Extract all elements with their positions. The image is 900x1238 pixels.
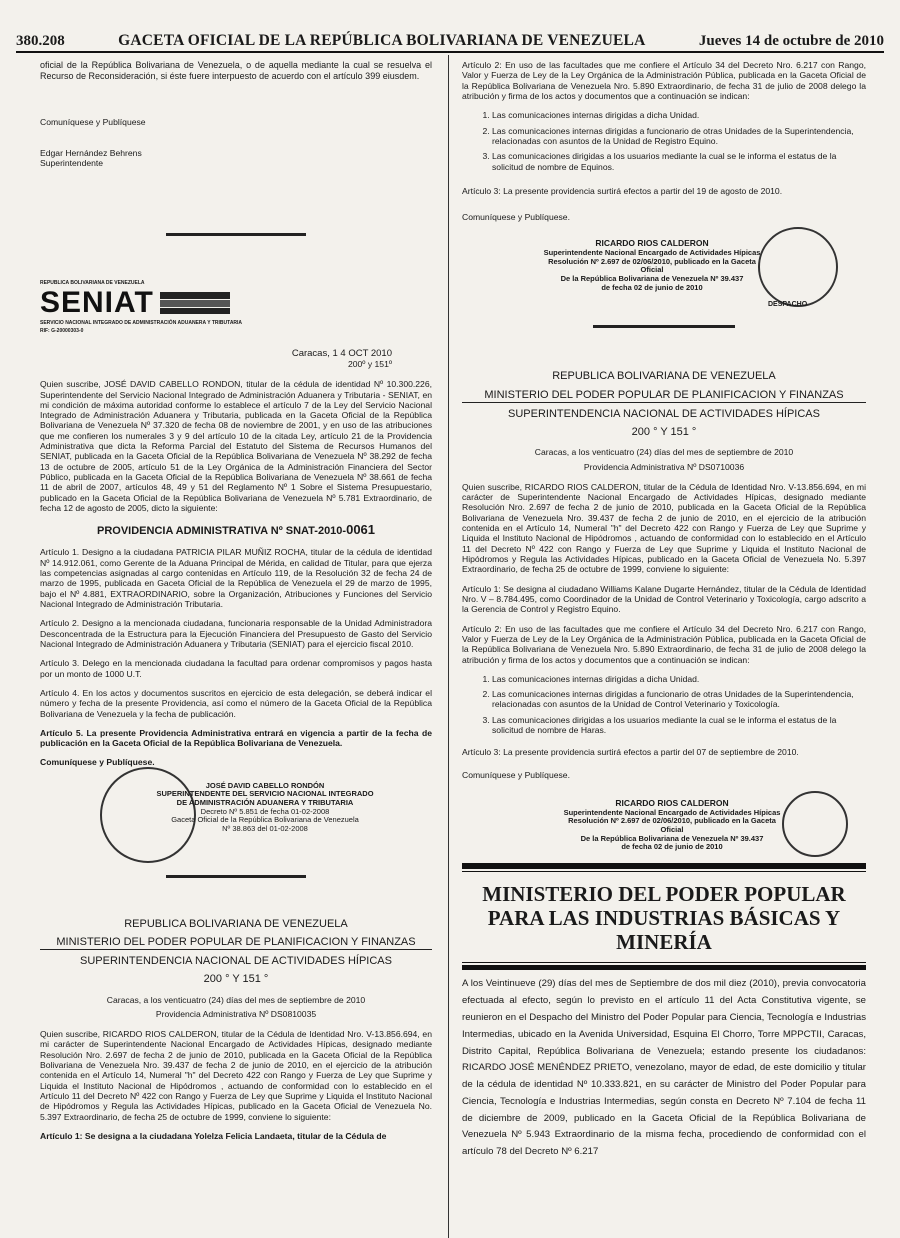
hipicas-body: Quien suscribe, RICARDO RIOS CALDERON, titular de la Cédula de Identidad Nro. V-13.856.694, en mi carácter de Superintendente Nacional Encargado de Actividades Hípicas, designado mediante Resolución Nro. 2.697 de fecha 2 de junio de 2010, publicada en la Gaceta Oficial de la República Bolivariana de Venezuela Nro. 39.437 de fecha 2 de junio de 2010, en el ejercicio de la atribución contenida en el Artículo 14, Numeral "h" del Decreto 422 con Rango y Fuerza de Ley que Suprime y Liquida el Instituto Nacional de Hipódromos , actuando de conformidad con lo establecido en el Artículo 11 del Decreto Nº 422 con Rango y Fuerza de Ley que Suprime y Liquida el Instituto Nacional de Hipódromos y Regula las Actividades Hípicas, publicado en la Gaceta Oficial de Venezuela No. 5.397 Extraordinario, de fecha 25 de octubre de 1999, conviene lo siguiente:	[40, 1029, 432, 1122]
list-item: 1. Las comunicaciones internas dirigidas a dicha Unidad.	[492, 110, 866, 120]
right-comuniquese: Comuníquese y Publíquese.	[462, 769, 570, 780]
list-item: 2. Las comunicaciones internas dirigidas a funcionario de otras Unidades de la Superintendencia, relacionadas con asuntos de la Unidad de Registro Equino.	[492, 126, 866, 147]
right-article-3a: Artículo 3: La presente providencia surtirá efectos a partir del 19 de agosto de 2010.	[462, 185, 783, 196]
heading-providencia: Providencia Administrativa Nº DS0710036	[583, 461, 745, 472]
seniat-wordmark: SENIAT	[40, 285, 154, 319]
sig-line: Resolución Nº 2.697 de 02/06/2010, publicado en la Gaceta Oficial	[568, 816, 776, 835]
header-rule	[16, 51, 884, 53]
column-divider	[448, 55, 449, 1238]
sig-line: RICARDO RIOS CALDERON	[615, 798, 729, 808]
providencia-label: PROVIDENCIA ADMINISTRATIVA Nº SNAT-2010-	[96, 525, 347, 538]
right-body: Quien suscribe, RICARDO RIOS CALDERON, titular de la Cédula de Identidad Nro. V-13.856.694, en mi carácter de Superintendente Nacional Encargado de Actividades Hípicas, designado mediante Resolución Nro. 2.697 de fecha 2 de junio de 2010, publicada en la Gaceta Oficial de la República Bolivariana de Venezuela Nro. 39.437 de fecha 2 de junio de 2010, en el ejercicio de la atribución contenida en el Artículo 14, Numeral "h" del Decreto 422 con Rango y Fuerza de Ley que Suprime y Liquida el Instituto Nacional de Hipódromos , actuando de conformidad con lo establecido en el Artículo 11 del Decreto Nº 422 con Rango y Fuerza de Ley que Suprime y Liquida el Instituto Nacional de Hipódromos y Regula las Actividades Hípicas, publicado en la Gaceta Oficial de Venezuela No. 5.397 Extraordinario, de fecha 25 de octubre de 1999, conviene lo siguiente:	[462, 481, 866, 575]
heading-republica: REPUBLICA BOLIVARIANA DE VENEZUELA	[124, 917, 348, 930]
sig-line: Decreto Nº 5.851 de fecha 01-02-2008	[200, 806, 330, 816]
page-header	[16, 26, 884, 50]
seniat-logo	[40, 280, 432, 334]
comuniquese-text-2: Comuníquese y Publíquese.	[40, 757, 155, 768]
gazette-title: GACETA OFICIAL DE LA REPÚBLICA BOLIVARIANA DE VENEZUELA	[118, 32, 646, 49]
signer-title: Superintendente	[40, 158, 104, 169]
seniat-subtitle: SERVICIO NACIONAL INTEGRADO DE ADMINISTRACIÓN ADUANERA Y TRIBUTARIA	[40, 319, 243, 326]
sig-line: Gaceta Oficial de la República Bolivariana de Venezuela	[171, 815, 359, 825]
list-item: 3. Las comunicaciones dirigidas a los usuarios mediante la cual se le informa el estatus de la solicitud de nombre de Haras.	[492, 715, 866, 736]
sig-line: DE ADMINISTRACIÓN ADUANERA Y TRIBUTARIA	[176, 798, 354, 808]
sig-line: Resolución Nº 2.697 de 02/06/2010, publicado en la Gaceta Oficial	[548, 256, 756, 275]
article-3: Artículo 3. Delego en la mencionada ciudadana la facultad para ordenar compromisos y pagos hasta por un monto de 1000 U.T.	[40, 658, 432, 679]
left-column	[40, 60, 432, 1150]
hipicas-heading	[40, 918, 432, 1019]
list-a	[462, 110, 866, 172]
heading-years: 200 ° Y 151 °	[203, 973, 269, 986]
hipicas-article-1: Artículo 1: Se designa a la ciudadana Yolelza Felicia Landaeta, titular de la Cédula de	[40, 1130, 387, 1141]
section-separator	[166, 233, 306, 236]
rios-signature-block-1	[462, 231, 866, 319]
ministry-section-rule	[462, 863, 866, 872]
heading-date: Caracas, a los venticuatro (24) días del mes de septiembre de 2010	[106, 994, 366, 1005]
right-article-3: Artículo 3: La presente providencia surtirá efectos a partir del 07 de septiembre de 2010.	[462, 747, 799, 758]
sig-line: De la República Bolivariana de Venezuela Nº 39.437	[560, 274, 744, 284]
right-hipicas-heading	[462, 370, 866, 471]
list-item: 1. Las comunicaciones internas dirigidas a dicha Unidad.	[492, 674, 866, 684]
sig-line: De la República Bolivariana de Venezuela Nº 39.437	[580, 833, 764, 843]
ministry-title: MINISTERIO DEL PODER POPULAR PARA LAS INDUSTRIAS BÁSICAS Y MINERÍA	[482, 882, 846, 955]
providencia-number: 0061	[346, 522, 376, 538]
sig-line: JOSÉ DAVID CABELLO RONDÓN	[205, 780, 325, 790]
sig-line: RICARDO RIOS CALDERON	[595, 238, 709, 249]
article-1: Artículo 1. Designo a la ciudadana PATRICIA PILAR MUÑIZ ROCHA, titular de la cédula de identidad Nº 14.912.061, como Gerente de la Aduana Principal de Mérida, en calidad de Titular, para que ejerza las competencias asignadas al cargo contenidas en Artículo 119, de la Resolución 32 de fecha 24 de marzo de 1995, publicada en Gaceta Oficial de la República de Venezuela el 29 de marzo de 1995, bajo el Nº 4.881, EXTRAORDINARIO, sobre la Organización, Atribuciones y Funciones del Servicio Nacional Integrado de Administración Tributaria.	[40, 547, 432, 610]
list-item: 2. Las comunicaciones internas dirigidas a funcionario de otras Unidades de la Superintendencia, relacionadas con asuntos de la Unidad de Control Veterinario y Toxicología.	[492, 689, 866, 710]
article-4: Artículo 4. En los actos y documentos suscritos en ejercicio de esta delegación, se deberá indicar el número y fecha de la presente Providencia, así como el número de la Gaceta Oficial de la República Bolivariana de Venezuela y la fecha de publicación.	[40, 687, 432, 719]
heading-years: 200 ° Y 151 °	[631, 426, 697, 438]
seniat-signature-block	[40, 777, 432, 867]
comuniquese-text: Comuníquese y Publíquese	[40, 116, 146, 127]
right-article-2: Artículo 2: En uso de las facultades que me confiere el Artículo 34 del Decreto Nro. 6.217 con Rango, Valor y Fuerza de Ley de la Ley Orgánica de la Administración Pública, publicada en la Gaceta Oficial de la República Bolivariana de Venezuela Nro. 5.890 Extraordinario, de fecha 31 de julio de 2008 delego la atribución y firma de los actos y documentos que a continuación se indican:	[462, 623, 866, 665]
sig-line: Nº 38.863 del 01-02-2008	[222, 823, 308, 833]
rios-signature-lines	[542, 239, 762, 292]
heading-ministerio: MINISTERIO DEL PODER POPULAR DE PLANIFICACION Y FINANZAS	[462, 389, 866, 403]
heading-republica: REPUBLICA BOLIVARIANA DE VENEZUELA	[552, 370, 776, 383]
rios-signature-block-2	[462, 789, 866, 859]
ministry-body: A los Veintinueve (29) días del mes de Septiembre de dos mil diez (2010), previa convocatoria efectuada al efecto, según lo previsto en el artículo 11 del Acta Constitutiva vigente, se reunieron en el Despacho del Ministro del Poder Popular para Ciencia, Tecnología e Industrias Intermedias, ubicado en la Avenida Universidad, Esquina El Chorro, Torre MPPCTII, Caracas, Distrito Capital, República Bolivariana de Venezuela; estando presente los ciudadanos: RICARDO JOSÉ MENÉNDEZ PRIETO, venezolano, mayor de edad, de este domicilio y titular de la cédula de identidad Nº 10.333.821, en su carácter de Ministro del Poder Popular para Ciencia, Tecnología e Industrias Intermedias, según consta en Decreto Nº 7.104 de fecha 11 de diciembre de 2009, publicado en la Gaceta Oficial de la República Bolivariana de Venezuela Nº 5.943 Extraordinario de la misma fecha, procediendo de conformidad con el artículo 78 del Decreto Nº 6.217	[462, 978, 866, 1158]
list-b	[462, 674, 866, 736]
place-date-text: Caracas, 1 4 OCT 2010	[291, 347, 392, 359]
seniat-rif: RIF: G-20000303-0	[40, 327, 84, 334]
right-article-1: Artículo 1: Se designa al ciudadano Williams Kalane Dugarte Hernández, titular de la Cédula de Identidad Nro. V – 8.784.495, como Coordinador de la Unidad de Control Veterinario y Toxicología, cargo adscrito a la Gerencia de Control y Registro Equino.	[462, 583, 866, 615]
flag-icon	[160, 290, 230, 316]
rios-signature-lines-2	[562, 799, 782, 852]
right-separator	[593, 325, 735, 328]
stamp-icon	[782, 791, 848, 857]
right-comuniquese-a: Comuníquese y Publíquese.	[462, 212, 570, 223]
heading-date: Caracas, a los venticuatro (24) días del mes de septiembre de 2010	[534, 447, 794, 458]
stamp-icon	[758, 227, 838, 307]
list-item: 3. Las comunicaciones dirigidas a los usuarios mediante la cual se le informa el estatus de la solicitud de nombre de Equinos.	[492, 151, 866, 172]
heading-ministerio: MINISTERIO DEL PODER POPULAR DE PLANIFICACION Y FINANZAS	[40, 936, 432, 950]
seniat-body: Quien suscribe, JOSÉ DAVID CABELLO RONDON, titular de la cédula de identidad Nº 10.300.226, Superintendente del Servicio Nacional Integrado de Administración Aduanera y Tributaria - SENIAT, en mi condición de máxima autoridad conforme lo establece el artículo 7 de la Ley del Servicio Nacional Integrado de Administración Aduanera y Tributaria, publicada en la Gaceta Oficial de la República Bolivariana de Venezuela Nº 37.320 de fecha 08 de noviembre de 2001, y en uso de las atribuciones que me confieren los numerales 3 y 9 del artículo 10 de la citada Ley, artículo 21 de la Providencia Administrativa que dicta la Reforma Parcial del Estatuto del Sistema de Recursos Humanos del SENIAT, publicada en la Gaceta Oficial de la República Bolivariana de Venezuela Nº 38.292 de fecha 13 de octubre de 2005, artículo 51 de la Ley Orgánica de la Administración Financiera del Sector Público, publicada en la Gaceta Oficial de la República Bolivariana de Venezuela Nº 38.661 de fecha 11 de abril de 2007, artículos 48, 49 y 51 del Reglamento Nº 1 Sobre el Sistema Presupuestario, publicado en la Gaceta Oficial de la República Bolivariana de Venezuela Nº 5.781 Extraordinario, de fecha 12 de agosto de 2005, dicto la siguiente:	[40, 379, 432, 513]
ministry-title-rule	[462, 962, 866, 970]
heading-providencia: Providencia Administrativa Nº DS0810035	[155, 1008, 317, 1019]
right-column	[462, 60, 866, 1161]
providencia-title	[40, 522, 432, 538]
place-date	[40, 348, 392, 359]
heading-superintendencia: SUPERINTENDENCIA NACIONAL DE ACTIVIDADES HÍPICAS	[80, 955, 392, 968]
intro-paragraph: oficial de la República Bolivariana de Venezuela, o de aquella mediante la cual se resuelva el Recurso de Reconsideración, si éste fuere interpuesto de acuerdo con el artículo 399 eiusdem.	[40, 60, 432, 81]
section-separator-2	[166, 875, 306, 878]
page-number: 380.208	[16, 33, 65, 49]
heading-superintendencia: SUPERINTENDENCIA NACIONAL DE ACTIVIDADES HÍPICAS	[508, 407, 820, 420]
seniat-top-text: REPUBLICA BOLIVARIANA DE VENEZUELA	[40, 279, 145, 286]
article-2: Artículo 2. Designo a la mencionada ciudadana, funcionaria responsable de la Unidad Administradora Desconcentrada de la Estructura para la Ejecución Financiera del Presupuesto de Gasto del Servicio Nacional Integrado de Administración Aduanera y Tributaria (SENIAT) para el ejercicio fiscal 2010.	[40, 618, 432, 649]
sig-line: de fecha 02 de junio de 2010	[601, 282, 703, 292]
seniat-signature-lines	[150, 782, 380, 834]
right-article-2a: Artículo 2: En uso de las facultades que me confiere el Artículo 34 del Decreto Nro. 6.217 con Rango, Valor y Fuerza de Ley de la Ley Orgánica de la Administración Pública, publicada en la Gaceta Oficial de la República Bolivariana de Venezuela Nro. 5.890 Extraordinario, de fecha 31 de julio de 2008 delego la atribución y firma de los actos y documentos que a continuación se indican:	[462, 60, 866, 101]
years-line: 200º y 151º	[347, 358, 392, 369]
stamp-label: DESPACHO	[768, 301, 808, 309]
sig-line: de fecha 02 de junio de 2010	[621, 842, 723, 852]
sig-line: Superintendente Nacional Encargado de Actividades Hípicas	[543, 248, 761, 258]
signer-name: Edgar Hernández Behrens	[40, 147, 142, 158]
sig-line: Superintendente Nacional Encargado de Actividades Hípicas	[563, 807, 781, 817]
article-5: Artículo 5. La presente Providencia Administrativa entrará en vigencia a partir de la fecha de publicación en la Gaceta Oficial de la República Bolivariana de Venezuela.	[40, 727, 432, 749]
sig-line: SUPERINTENDENTE DEL SERVICIO NACIONAL INTEGRADO	[156, 789, 374, 799]
issue-date: Jueves 14 de octubre de 2010	[698, 33, 884, 49]
